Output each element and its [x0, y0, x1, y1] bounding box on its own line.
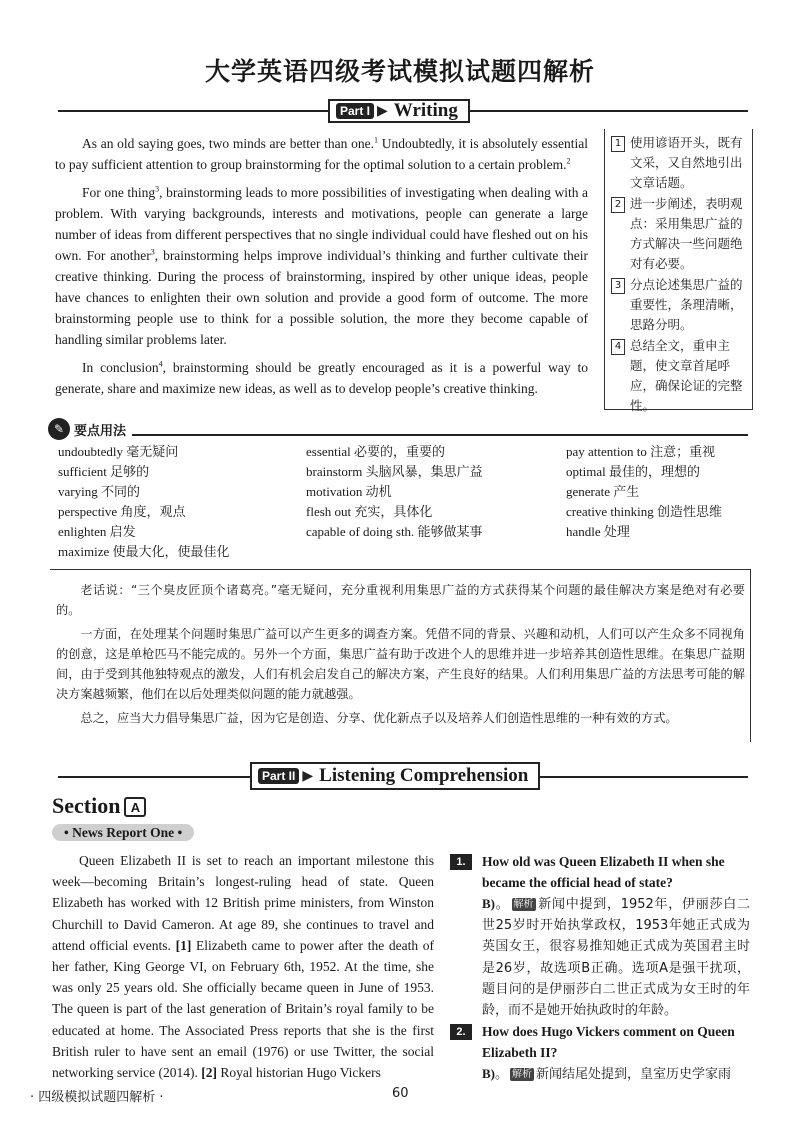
footnote-marker: 4: [158, 359, 163, 369]
vocab-item: essential 必要的，重要的: [306, 444, 446, 459]
vocab-item: varying 不同的: [58, 484, 140, 499]
article-text: Queen Elizabeth II is set to reach an important milestone this week—becoming Britain’s longest-ruling head of state. Queen Elizabeth has worked with 12 British prime ministers, from Winston Churchill to David Cameron. At age 89, she continues to travel and attend official events.: [52, 853, 434, 953]
essay-paragraph: [55, 182, 588, 350]
vocab-item: generate 产生: [566, 484, 640, 499]
side-note: [611, 275, 746, 335]
side-note-number: 2: [611, 197, 625, 213]
news-report-label: • News Report One •: [52, 824, 194, 841]
side-note-text: 使用谚语开头，既有文采，又自然地引出文章话题。: [630, 135, 743, 190]
play-arrow-icon: ▶: [377, 103, 388, 119]
translation-paragraph: 一方面，在处理某个问题时集思广益可以产生更多的调查方案。凭借不同的背景、兴趣和动机，人们可以产生众多不同视角的创意，这是单枪匹马不能完成的。另外一个方面，集思广益有助于改进个人的思维并进一步培养其创造性思维。在集思广益期间，由于受到其他独特观点的激发，人们有机会启发自己的解决方案，产生良好的结果。人们利用集思广益的方法思考可能的解决方案越频繁，他们在以后处理类似问题的能力就越强。: [56, 627, 745, 701]
vocab-item: undoubtedly 毫无疑问: [58, 444, 179, 459]
explanation-tag: 解析: [512, 1069, 533, 1081]
vocab-item: capable of doing sth. 能够做某事: [306, 524, 483, 539]
vocab-column-3: [566, 442, 746, 542]
page-title: 大学英语四级考试模拟试题四解析: [204, 57, 595, 86]
side-note: [611, 194, 746, 274]
translation-paragraph: 总之，应当大力倡导集思广益，因为它是创造、分享、优化新点子以及培养人们创造性思维的一种有效的方式。: [80, 711, 678, 725]
footnote-marker: 2: [566, 156, 571, 166]
article-text: Royal historian Hugo Vickers: [216, 1065, 381, 1081]
page-number: 60: [392, 1086, 409, 1101]
section-letter: A: [124, 797, 146, 817]
side-note-number: 4: [611, 339, 625, 355]
footer-label: · 四级模拟试题四解析 ·: [30, 1090, 164, 1105]
part2-title: Listening Comprehension: [319, 765, 529, 786]
question-item: [450, 1021, 750, 1085]
essay-text: , brainstorming should be greatly encouraged as it is a powerful way to generate, share and maximize new ideas, as well as to develop people’s creative thinking.: [55, 360, 588, 396]
explanation-tag: 解析: [513, 899, 534, 910]
side-note-text: 进一步阐述，表明观点：采用集思广益的方式解决一些问题绝对有必要。: [630, 196, 743, 271]
part1-tag: Part I: [336, 103, 374, 119]
essay: [55, 133, 588, 399]
article-paragraph: [52, 850, 434, 1083]
vocab-column-2: [306, 442, 556, 542]
essay-text: , brainstorming helps improve individual’s thinking and further cultivate their creative thinking. During the process of brainstorming, inspired by other unique ideas, people have chances to enlighten their own solution and provide a good form of outcome. The more brainstorming people use to think for a possible solution, the more they become capable of handling similar problems later.: [55, 248, 589, 347]
footnote-marker: 3: [155, 184, 160, 194]
vocab-item: pay attention to 注意；重视: [566, 444, 716, 459]
part2-tag: Part II: [258, 768, 299, 784]
side-note-number: 1: [611, 136, 625, 152]
part1-banner: [328, 99, 470, 123]
answer-letter: B): [482, 896, 495, 911]
vocab-section: [48, 418, 748, 440]
essay-text: As an old saying goes, two minds are better than one.: [82, 136, 374, 151]
vocab-rule: [132, 434, 748, 436]
pencil-icon: ✎: [48, 418, 70, 440]
side-note-number: 3: [611, 278, 625, 294]
vocab-item: motivation 动机: [306, 484, 392, 499]
news-label-wrap: [52, 822, 194, 841]
question-item: [450, 851, 750, 1021]
essay-paragraph: [55, 133, 588, 175]
side-note: [611, 133, 746, 193]
vocab-item: sufficient 足够的: [58, 464, 150, 479]
answer-block: B)。 解析 新闻中提到，1952年，伊丽莎白二世25岁时开始执掌政权，1953年她正式成为英国女王，很容易推知她正式成为英国君主时是26岁，故选项B正确。选项A是强干扰项，题目问的是伊丽莎白二世正式成为女王时的年龄，而不是她开始执政时的年龄。: [482, 896, 750, 1019]
essay-text: , brainstorming leads to more possibilities of investigating when dealing with a problem. With varying backgrounds, interests and motivations, people can generate a large number of ideas from different perspectives that no single individual could have fleshed out on his own. For another: [55, 185, 589, 263]
vocab-label: 要点用法: [74, 423, 127, 439]
side-note-text: 总结全文，重申主题，使文章首尾呼应，确保论证的完整性。: [630, 338, 743, 413]
question-text: How does Hugo Vickers comment on Queen Elizabeth II?: [482, 1024, 735, 1061]
questions: [450, 851, 750, 1085]
section-word: Section: [52, 793, 121, 818]
news-article: [52, 850, 434, 1083]
essay-text: For one thing: [82, 185, 156, 200]
answer-letter: B): [482, 1066, 495, 1082]
vocab-item: enlighten 启发: [58, 524, 136, 539]
section-heading: [52, 793, 146, 819]
answer-block: B)。 解析 新闻结尾处提到，皇室历史学家雨: [482, 1066, 732, 1083]
essay-text: In conclusion: [82, 360, 159, 375]
question-marker: [2]: [201, 1065, 217, 1081]
vocab-item: creative thinking 创造性思维: [566, 504, 722, 519]
play-arrow-icon: ▶: [302, 768, 314, 784]
question-number: 1.: [450, 854, 472, 870]
question-text: How old was Queen Elizabeth II when she became the official head of state?: [482, 854, 725, 890]
footnote-marker: 1: [373, 135, 378, 145]
vocab-item: brainstorm 头脑风暴，集思广益: [306, 464, 483, 479]
part1-title: Writing: [393, 100, 458, 121]
side-note-text: 分点论述集思广益的重要性，条理清晰，思路分明。: [630, 277, 743, 332]
vocab-item: flesh out 充实，具体化: [306, 504, 433, 519]
essay-text: Undoubtedly, it is absolutely essential to pay sufficient attention to group brainstorming for the optimal solution to a certain problem.: [55, 136, 588, 172]
vocab-item: maximize 使最大化，使最佳化: [58, 544, 230, 559]
footnote-marker: 3: [150, 247, 155, 257]
side-notes: [604, 129, 753, 413]
part2-banner: [250, 762, 540, 790]
translation-paragraph: 老话说：“三个臭皮匠顶个诸葛亮。”毫无疑问，充分重视利用集思广益的方式获得某个问题的最佳解决方案是绝对有必要的。: [56, 583, 745, 617]
vocab-item: optimal 最佳的，理想的: [566, 464, 700, 479]
answer-explanation: 新闻结尾处提到，皇室历史学家雨: [536, 1067, 732, 1083]
vocab-column-1: [58, 442, 298, 562]
essay-paragraph: [55, 357, 588, 399]
translation: [56, 580, 745, 728]
question-number: 2.: [450, 1024, 472, 1040]
article-text: Elizabeth came to power after the death of her father, King George VI, on February 6th, 1952. At the time, she was only 25 years old. She officially became queen in June of 1953. The queen is part of the last generation of Britain’s royal family to be educated at home. The Associated Press reports that she is the first British ruler to have sent an email (1976) or use Twitter, the social networking service (2014).: [52, 937, 434, 1081]
vocab-item: handle 处理: [566, 524, 630, 539]
side-note: [611, 336, 746, 416]
question-marker: [1]: [175, 937, 192, 953]
vocab-item: perspective 角度，观点: [58, 504, 186, 519]
answer-explanation: 新闻中提到，1952年，伊丽莎白二世25岁时开始执掌政权，1953年她正式成为英国女王，很容易推知她正式成为英国君主时是26岁，故选项B正确。选项A是强干扰项，题目问的是伊丽莎白二世正式成为女王时的年龄，而不是她开始执政时的年龄。: [482, 897, 750, 1019]
vocab-header: [48, 418, 748, 440]
